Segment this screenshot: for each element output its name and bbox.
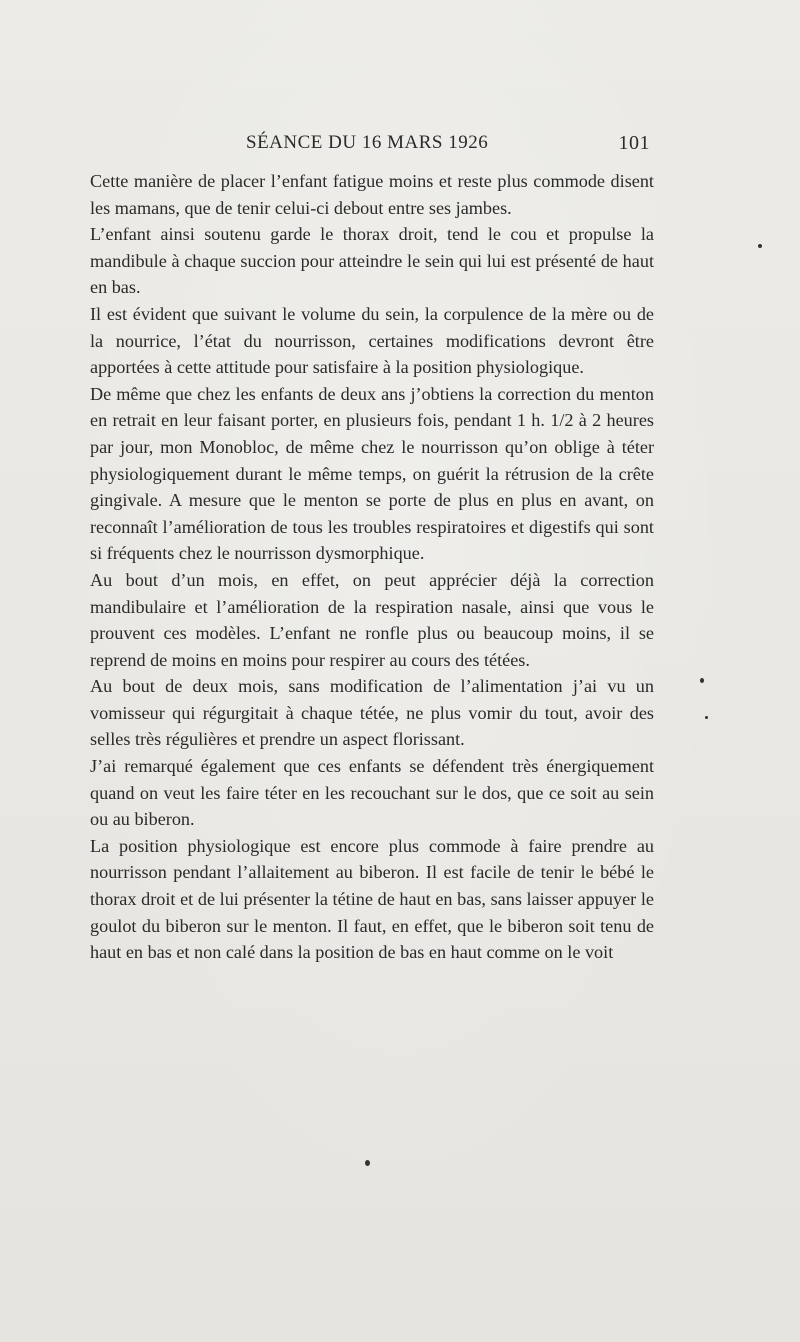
ink-speck [705,716,708,719]
running-head-title: SÉANCE DU 16 MARS 1926 [246,132,489,153]
body-text [90,168,654,966]
paragraph-4: De même que chez les enfants de deux ans j’obtiens la correction du menton en retrait en leur faisant porter, en plusieurs fois, pendant 1 h. 1/2 à 2 heures par jour, mon Monobloc, de même chez le nourrisson qu’on oblige à téter physiologiquement durant le même temps, on guérit la rétrusion de la crête gingivale. A mesure que le menton se porte de plus en plus en avant, on reconnaît l’amélioration de tous les troubles respiratoires et digestifs qui sont si fréquents chez le nourrisson dysmorphique. [90,383,654,564]
paragraph-1: Cette manière de placer l’enfant fatigue moins et reste plus commode disent les mamans, que de tenir celui-ci debout entre ses jambes. [90,171,654,218]
ink-speck [365,1160,370,1166]
paragraph-2: L’enfant ainsi soutenu garde le thorax droit, tend le cou et propulse la mandibule à chaque succion pour atteindre le sein qui lui est présenté de haut en bas. [90,224,654,298]
paragraph-5: Au bout d’un mois, en effet, on peut apprécier déjà la correction mandibulaire et l’amélioration de la respiration nasale, ainsi que vous le prouvent ces modèles. L’enfant ne ronfle plus ou beaucoup moins, il se reprend de moins en moins pour respirer au cours des tétées. [90,569,654,670]
ink-speck [700,678,704,683]
paragraph-7: J’ai remarqué également que ces enfants se défendent très énergiquement quand on veut les faire téter en les recouchant sur le dos, que ce soit au sein ou au biberon. [90,756,654,830]
paragraph-8: La position physiologique est encore plus commode à faire prendre au nourrisson pendant l’allaitement au biberon. Il est facile de tenir le bébé le thorax droit et de lui présenter la tétine de haut en bas, sans laisser appuyer le goulot du biberon sur le menton. Il faut, en effet, que le biberon soit tenu de haut en bas et non calé dans la position de bas en haut comme on le voit [90,835,654,963]
running-head [90,132,650,156]
ink-speck [758,244,762,248]
page-number: 101 [618,132,650,154]
paragraph-3: Il est évident que suivant le volume du sein, la corpulence de la mère ou de la nourrice, l’état du nourrisson, certaines modifications devront être apportées à cette attitude pour satisfaire à la position physiologique. [90,303,654,378]
paragraph-6: Au bout de deux mois, sans modification de l’alimentation j’ai vu un vomisseur qui régurgitait à chaque tétée, ne plus vomir du tout, avoir des selles très régulières et prendre un aspect florissant. [90,676,654,750]
